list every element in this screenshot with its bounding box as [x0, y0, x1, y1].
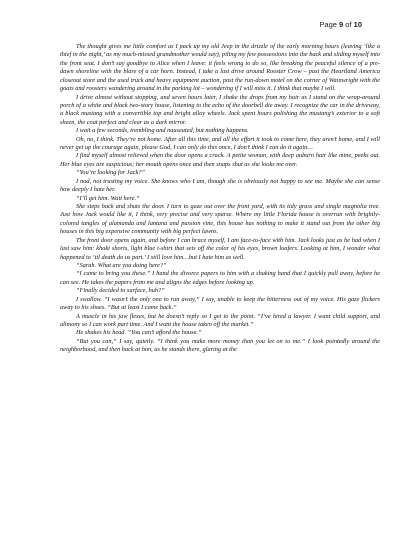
paragraph: The front door opens again, and before I can brace myself, I am face-to-face with him. Jack looks just as he had when I last saw him: khaki shorts, light blue t-shirt that sets off the color of his eyes, brown loafers. Looking at him, I wonder what happened to ‘til death do us part.’ I still love him…but I hate him as well.	[60, 236, 380, 261]
total-page-count: 10	[353, 20, 362, 29]
paragraph: She steps back and shuts the door. I turn to gaze out over the front yard, with its tidy grass and single magnolia tree. Just how Jack would like it, I think, very precise and very sparse. Where my little Florida house is overrun with brightly-colored tangles of alamanda and lantana and passion vine, this house has nothing to make it stand out from the other big houses in this big expensive community with big perfect lawns.	[60, 203, 380, 236]
paragraph: “But you can,” I say, quietly. “I think you make more money than you let on to me.” I look pointedly around the neighborhood, and then back at him, as he stands there, glaring at the	[60, 337, 380, 354]
paragraph: The thought gives me little comfort as I pack up my old Jeep in the drizzle of the early morning hours (leaving ‘like a thief in the night,’ as my much-missed grandmother would say), piling my few possessions into the back and sliding myself into the front seat. I don’t say goodbye to Alice when I leave: it feels wrong to do so, like breaking the peaceful silence of a pre-dawn shoreline with the blare of a car horn. Instead, I take a last drive around Rooster Crow – past the Heartland America closeout store and the used truck and heavy equipment auction, past the run-down motel on the corner of Wainwright with the goats and roosters wandering around in the parking lot – wondering if I will miss it. I think that maybe I will.	[60, 43, 380, 93]
paragraph: I drive almost without stopping, and seven hours later, I shake the drops from my hair as I stand on the wrap-around porch of a white and black two-story house, listening to the echo of the doorbell die away. I recognize the car in the driveway, a black mustang with a convertible top and bright alloy wheels. Jack spent hours polishing the mustang’s exterior to a soft sheen, the coat perfect and clear as a dark mirror.	[60, 93, 380, 126]
paragraph: I nod, not trusting my voice. She knows who I am, though she is obviously not happy to see me. Maybe she can sense how deeply I hate her.	[60, 177, 380, 194]
current-page-number: 9	[339, 20, 344, 29]
document-body	[60, 43, 380, 355]
paragraph: I find myself almost relieved when the door opens a crack. A petite woman, with deep auburn hair like mine, peeks out. Her blue eyes are suspicious; her mouth opens once and then snaps shut as she looks me over.	[60, 152, 380, 168]
of-word: of	[345, 20, 352, 29]
paragraph: “I’ll get him. Wait here.”	[76, 194, 140, 202]
paragraph: “Sarah. What are you doing here?”	[76, 261, 167, 269]
paragraph: “You’re looking for Jack?”	[76, 169, 145, 177]
page-word: Page	[319, 20, 337, 29]
paragraph: I swallow. “I wasn’t the only one to run away,” I say, unable to keep the bitterness out of my voice. His gaze flickers away to his shoes. “But at least I came back.”	[60, 295, 380, 312]
page-number-header	[319, 20, 362, 29]
paragraph: He shakes his head. “You can’t afford the house.”	[76, 329, 202, 337]
paragraph: Oh, no, I think. They’re not home. After all this time, and all the effort it took to come here, they aren’t home, and I will never get up the courage again, please God, I can only do this once, I don’t think I can do it again…	[60, 135, 380, 152]
paragraph: “I came to bring you these.” I hand the divorce papers to him with a shaking hand that I quickly pull away, before he can see. He takes the papers from me and aligns the edges before looking up.	[60, 270, 380, 286]
paragraph: “Finally decided to surface, huh?”	[76, 287, 165, 295]
paragraph: A muscle in his jaw flexes, but he doesn’t reply so I get to the point. “I’ve hired a lawyer. I want child support, and alimony so I can work part time. And I want the house taken off the market.”	[60, 312, 380, 328]
paragraph: I wait a few seconds, trembling and nauseated, but nothing happens.	[76, 127, 249, 135]
